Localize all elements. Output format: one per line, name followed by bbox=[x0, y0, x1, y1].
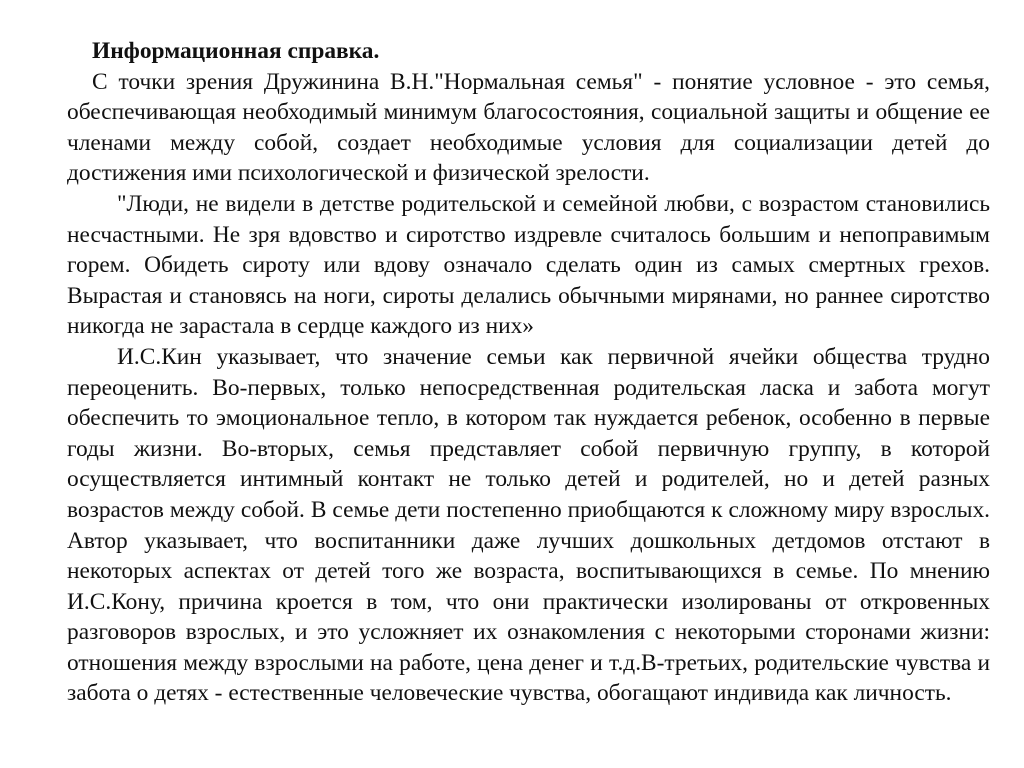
document-body bbox=[67, 36, 990, 709]
paragraph-orphanhood-quote: "Люди, не видели в детстве родительской и семейной любви, с возрастом становились несчастными. Не зря вдовство и сиротство издревле считалось большим и непоправимым горем. Обидеть сироту или вдову означало сделать один из самых смертных грехов. Вырастая и становясь на ноги, сироты делались обычными мирянами, но раннее сиротство никогда не зарастала в сердце каждого из них» bbox=[67, 190, 990, 340]
paragraph-druzhinin-definition: С точки зрения Дружинина В.Н."Нормальная семья" - понятие условное - это семья, обеспечивающая необходимый минимум благосостояния, социальной защиты и общение ее членами между собой, создает необходимые условия для социализации детей до достижения ими психологической и физической зрелости. bbox=[67, 68, 990, 187]
document-title: Информационная справка. bbox=[92, 38, 380, 64]
paragraph-kin-family-role: И.С.Кин указывает, что значение семьи как первичной ячейки общества трудно переоценить. Во-первых, только непосредственная родительская ласка и забота могут обеспечить то эмоциональное тепло, в котором так нуждается ребенок, особенно в первые годы жизни. Во-вторых, семья представляет собой первичную группу, в которой осуществляется интимный контакт не только детей и родителей, но и детей разных возрастов между собой. В семье дети постепенно приобщаются к сложному миру взрослых. Автор указывает, что воспитанники даже лучших дошкольных детдомов отстают в некоторых аспектах от детей того же возраста, воспитывающихся в семье. По мнению И.С.Кону, причина кроется в том, что они практически изолированы от откровенных разговоров взрослых, и это усложняет их ознакомления с некоторыми сторонами жизни: отношения между взрослыми на работе, цена денег и т.д.В-третьих, родительские чувства и забота о детях - естественные человеческие чувства, обогащают индивида как личность. bbox=[67, 343, 990, 707]
